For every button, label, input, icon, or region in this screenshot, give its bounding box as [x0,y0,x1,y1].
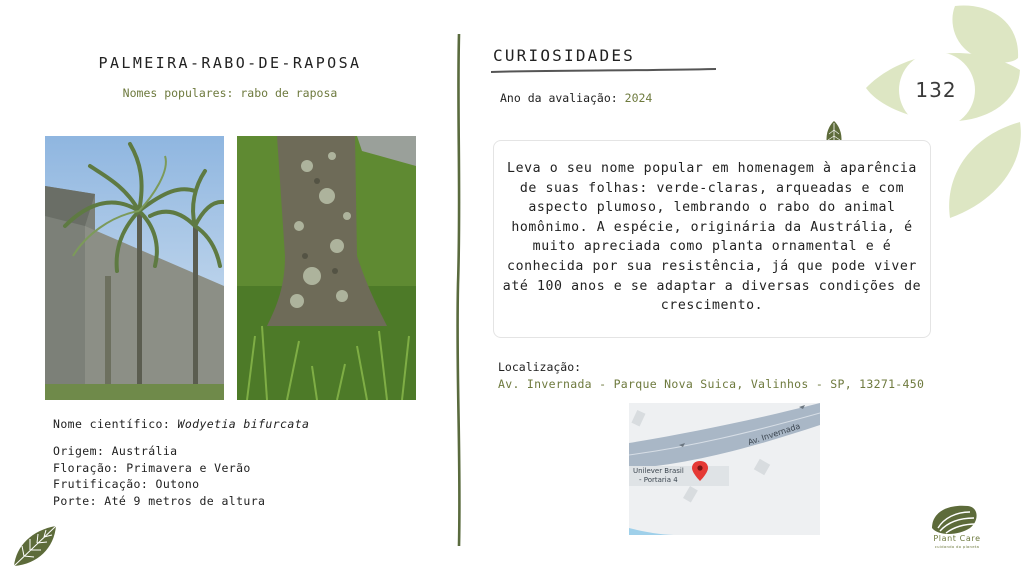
evaluation-year [500,91,652,105]
scientific-name-value: Wodyetia bifurcata [177,417,310,431]
plant-title: PALMEIRA-RABO-DE-RAPOSA [98,54,362,72]
popular-names: Nomes populares: rabo de raposa [122,86,338,100]
logo-name: Plant Care [933,534,981,543]
curiosity-card [493,140,931,338]
scientific-name-label: Nome científico: [53,417,171,431]
title-underline [491,66,716,76]
origin-line: Origem: Austrália [53,444,178,458]
curiosities-title: CURIOSIDADES [493,46,635,65]
fruiting-line: Frutificação: Outono [53,477,200,491]
flowering-line: Floração: Primavera e Verão [53,461,251,475]
location-address[interactable]: Av. Invernada - Parque Nova Suica, Valinhos - SP, 13271-450 [498,377,925,391]
logo-tagline: cuidando do planeta [934,544,980,549]
page-number-badge: 132 [915,78,957,102]
location-map[interactable] [629,403,820,535]
curiosity-description: Leva o seu nome popular em homenagem à aparência de suas folhas: verde-claras, arqueadas e com aspecto plumoso, lembrando o rabo do animal homônimo. A espécie, originária da Austrália, é muito apreciada como planta ornamental e é conhecida por sua resistência, já que pode viver até 100 anos e se adaptar a diversas condições de crescimento. [502,161,922,314]
scientific-name-line [53,417,309,431]
palm-tree-photo [45,136,224,400]
leaf-icon-bottom-left [10,524,60,570]
map-place-line1: Unilever Brasil [633,467,684,475]
evaluation-year-value: 2024 [624,91,653,105]
map-place-line2: - Portaria 4 [639,476,678,484]
map-street-label: Av. Invernada [746,421,802,447]
size-line: Porte: Até 9 metros de altura [53,494,266,508]
vertical-divider [452,34,466,546]
location-label: Localização: [498,360,582,374]
evaluation-year-label: Ano da avaliação: [500,91,618,105]
palm-trunk-photo [237,136,416,400]
